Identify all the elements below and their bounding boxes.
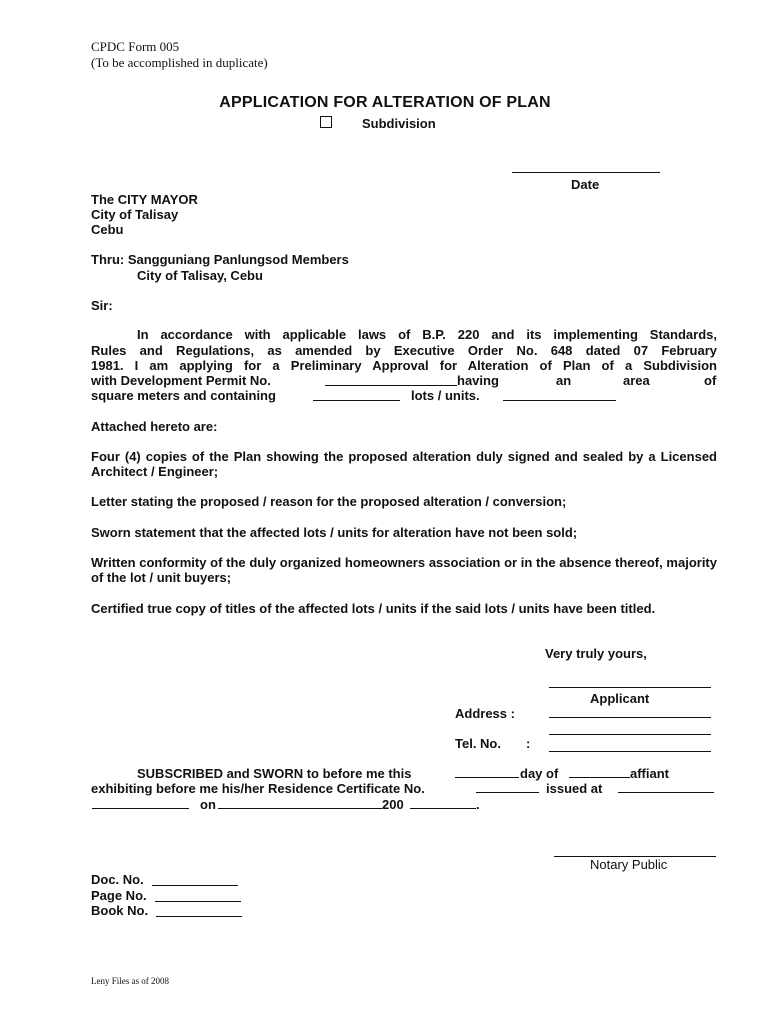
footer-note: Leny Files as of 2008 xyxy=(91,976,169,986)
page-title: APPLICATION FOR ALTERATION OF PLAN xyxy=(219,94,551,111)
attachment-item-1: Four (4) copies of the Plan showing the proposed alteration duly signed and sealed by a Licensed Architect / Engineer; xyxy=(91,449,717,479)
addressee-line-1: The CITY MAYOR xyxy=(91,192,198,207)
attachment-item-5: Certified true copy of titles of the affected lots / units if the said lots / units have been titled. xyxy=(91,601,656,616)
attachment-item-3: Sworn statement that the affected lots / units for alteration have not been sold; xyxy=(91,525,578,540)
book-no-label: Book No. xyxy=(91,903,149,918)
body-having: having xyxy=(457,373,499,388)
date-field-line[interactable] xyxy=(512,172,660,173)
jurat-exhibiting: exhibiting before me his/her Residence Certificate No. xyxy=(91,781,425,796)
book-no-field[interactable] xyxy=(156,916,242,917)
body-lots-units: lots / units. xyxy=(411,388,480,403)
lots-units-field[interactable] xyxy=(503,400,616,401)
jurat-month-field[interactable] xyxy=(569,777,630,778)
tel-field[interactable] xyxy=(549,751,711,752)
thru-line-1: Thru: Sangguniang Panlungsod Members xyxy=(91,252,349,267)
tel-label: Tel. No. xyxy=(455,736,501,751)
body-line-3: 1981. I am applying for a Preliminary Approval for Alteration of Plan of a Subdivision xyxy=(91,358,717,373)
body-of: of xyxy=(704,373,717,388)
jurat-day-field[interactable] xyxy=(455,777,519,778)
subdivision-label: Subdivision xyxy=(362,116,436,131)
attachment-item-2: Letter stating the proposed / reason for the proposed alteration / conversion; xyxy=(91,494,567,509)
jurat-subscribed: SUBSCRIBED and SWORN to before me this xyxy=(137,766,412,781)
issued-place-field[interactable] xyxy=(92,808,189,809)
applicant-label: Applicant xyxy=(590,691,650,706)
applicant-signature-line[interactable] xyxy=(549,687,711,688)
page-no-field[interactable] xyxy=(155,901,241,902)
tel-colon: : xyxy=(526,736,531,751)
body-line-2: Rules and Regulations, as amended by Executive Order No. 648 dated 07 February xyxy=(91,343,717,358)
body-line-1: In accordance with applicable laws of B.P. 220 and its implementing Standards, xyxy=(137,327,717,342)
date-label: Date xyxy=(571,177,600,192)
subdivision-checkbox[interactable] xyxy=(320,116,332,128)
permit-number-field[interactable] xyxy=(325,385,457,386)
jurat-affiant: affiant xyxy=(630,766,669,781)
closing: Very truly yours, xyxy=(545,646,647,661)
body-an: an xyxy=(556,373,572,388)
residence-cert-field[interactable] xyxy=(476,792,539,793)
salutation: Sir: xyxy=(91,298,113,313)
square-meters-field[interactable] xyxy=(313,400,400,401)
doc-no-label: Doc. No. xyxy=(91,872,144,887)
form-note: (To be accomplished in duplicate) xyxy=(91,55,268,70)
year-field[interactable] xyxy=(410,808,476,809)
jurat-day-of: day of xyxy=(520,766,559,781)
address-field-2[interactable] xyxy=(549,734,711,735)
body-line-5-start: square meters and containing xyxy=(91,388,276,403)
issued-at-field[interactable] xyxy=(618,792,714,793)
jurat-period: . xyxy=(476,797,480,812)
jurat-on: on xyxy=(200,797,216,812)
form-number: CPDC Form 005 xyxy=(91,39,180,54)
issued-date-field[interactable] xyxy=(218,808,382,809)
address-label: Address : xyxy=(455,706,515,721)
jurat-year: 200 xyxy=(382,797,404,812)
thru-line-2: City of Talisay, Cebu xyxy=(137,268,263,283)
addressee-line-3: Cebu xyxy=(91,222,124,237)
page-no-label: Page No. xyxy=(91,888,147,903)
body-area: area xyxy=(623,373,650,388)
jurat-issued-at: issued at xyxy=(546,781,603,796)
attachment-item-4: Written conformity of the duly organized homeowners association or in the absence thereof, majority of the lot / unit buyers; xyxy=(91,555,717,585)
doc-no-field[interactable] xyxy=(152,885,238,886)
notary-label: Notary Public xyxy=(590,857,668,872)
address-field[interactable] xyxy=(549,717,711,718)
body-line-4-start: with Development Permit No. xyxy=(91,373,271,388)
attached-label: Attached hereto are: xyxy=(91,419,218,434)
addressee-line-2: City of Talisay xyxy=(91,207,179,222)
